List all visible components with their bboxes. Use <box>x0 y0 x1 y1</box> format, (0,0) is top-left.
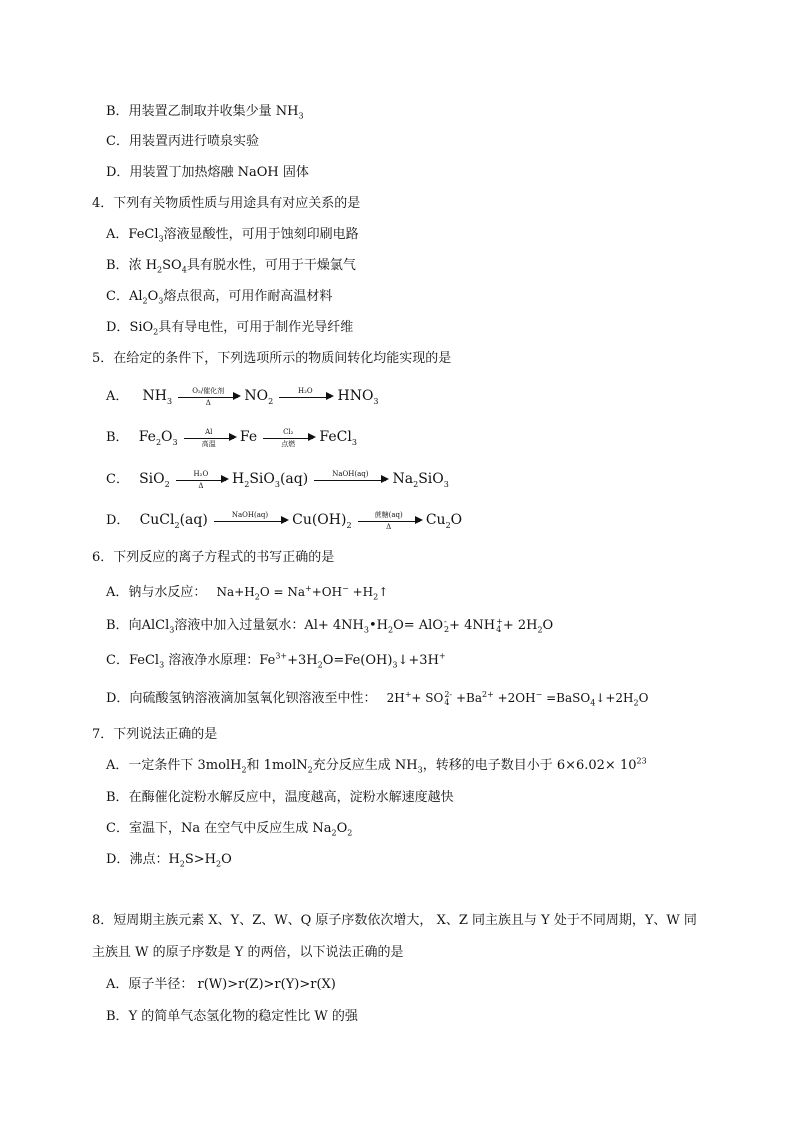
reaction-arrow: NaOH(aq) <box>214 520 286 522</box>
question-8-stem-line-1: 8．短周期主族元素 X、Y、Z、W、Q 原子序数依次增大， X、Z 同主族且与 Y 处于不同周期，Y、W 同 <box>92 913 697 928</box>
q5-option-d: D． CuCl$_2$(aq) NaOH(aq) $Cu(OH)_2$ 蔗糖(aq) Δ $Cu_2O$ <box>106 510 463 531</box>
q4-option-d: D．SiO$_2$具有导电性，可用于制作光导纤维 <box>106 320 354 337</box>
reaction-arrow: O₂/催化剂 Δ <box>178 396 238 398</box>
q5-option-b: B． $Fe_2O_3$ Al 高温 Fe Cl₂ 点燃 FeCl$_3$ <box>106 427 357 448</box>
q4-option-c: C．$Al_2O_3$熔点很高，可用作耐高温材料 <box>106 289 333 306</box>
q3-option-c: C．用装置丙进行喷泉实验 <box>106 134 259 149</box>
question-8-stem-line-2: 主族且 W 的原子序数是 Y 的两倍，以下说法正确的是 <box>92 945 404 960</box>
q7-option-d: D．沸点：$H_2S>H_2O$ <box>106 852 232 869</box>
reaction-arrow: 蔗糖(aq) Δ <box>358 520 420 522</box>
q7-option-a: A．一定条件下 3molH$_2$和 1molN$_2$充分反应生成 $NH_3$，转移的电子数目小于 $6\times 6.02\times 10^{23}$ <box>106 756 647 775</box>
q6-option-b: B．向AlCl$_3$溶液中加入过量氨水：$Al+ 4NH_3•H_2O=$ AlO - 2 + 4NH + 4 + $2H_2O$ <box>106 616 554 635</box>
q5-option-a: A． $NH_3$ O₂/催化剂 Δ $NO_2$ H₂O $HNO_3$ <box>106 386 379 407</box>
q4-option-a: A．FeCl$_3$溶液显酸性，可用于蚀刻印刷电路 <box>106 227 359 244</box>
question-6-stem: 6．下列反应的离子方程式的书写正确的是 <box>92 550 335 565</box>
reaction-arrow: Al 高温 <box>184 437 234 439</box>
q6-option-c: C．FeCl$_3$ 溶液净水原理：$Fe^{3+}+3H_2O=Fe(OH)_3↓+3H^+$ <box>106 651 446 670</box>
question-5-stem: 5．在给定的条件下，下列选项所示的物质间转化均能实现的是 <box>92 351 452 366</box>
q8-option-a: A．原子半径： r(W)>r(Z)>r(Y)>r(X) <box>106 977 336 992</box>
reaction-arrow: H₂O <box>279 396 331 398</box>
q5-option-c: C． SiO$_2$ $\frac{\text{H₂O}}{\Delta}$ $H_2SiO_3(aq)$ NaOH(aq) $Na_2SiO_3$ <box>106 469 449 490</box>
q8-option-b: B．Y 的简单气态氢化物的稳定性比 W 的强 <box>106 1009 358 1024</box>
question-7-stem: 7．下列说法正确的是 <box>92 727 218 742</box>
q6-option-a: A．钠与水反应： $Na+H_2O = Na^++OH^-$ $+H_2↑$ <box>106 584 389 602</box>
question-4-stem: 4．下列有关物质性质与用途具有对应关系的是 <box>92 196 361 211</box>
q7-option-b: B．在酶催化淀粉水解反应中，温度越高，淀粉水解速度越快 <box>106 790 454 805</box>
reaction-arrow: NaOH(aq) <box>314 479 386 481</box>
q6-option-d: D．向硫酸氢钠溶液滴加氢氧化钡溶液至中性： 2H++ SO 2- 4 $+Ba^{2+} +2OH^-$ $=BaSO_4↓+2H_2O$ <box>106 689 649 708</box>
q3-option-b: B．用装置乙制取并收集少量 $NH_3$ <box>106 104 304 121</box>
reaction-arrow: Cl₂ 点燃 <box>263 437 313 439</box>
q4-option-b: B．浓 $H_2SO_4$具有脱水性，可用于干燥氯气 <box>106 258 356 275</box>
reaction-arrow: $\frac{\text{H₂O}}{\Delta}$ <box>176 479 226 481</box>
q3-option-d: D．用装置丁加热熔融 NaOH 固体 <box>106 165 309 180</box>
q7-option-c: C．室温下，Na 在空气中反应生成 $Na_2O_2$ <box>106 821 353 838</box>
